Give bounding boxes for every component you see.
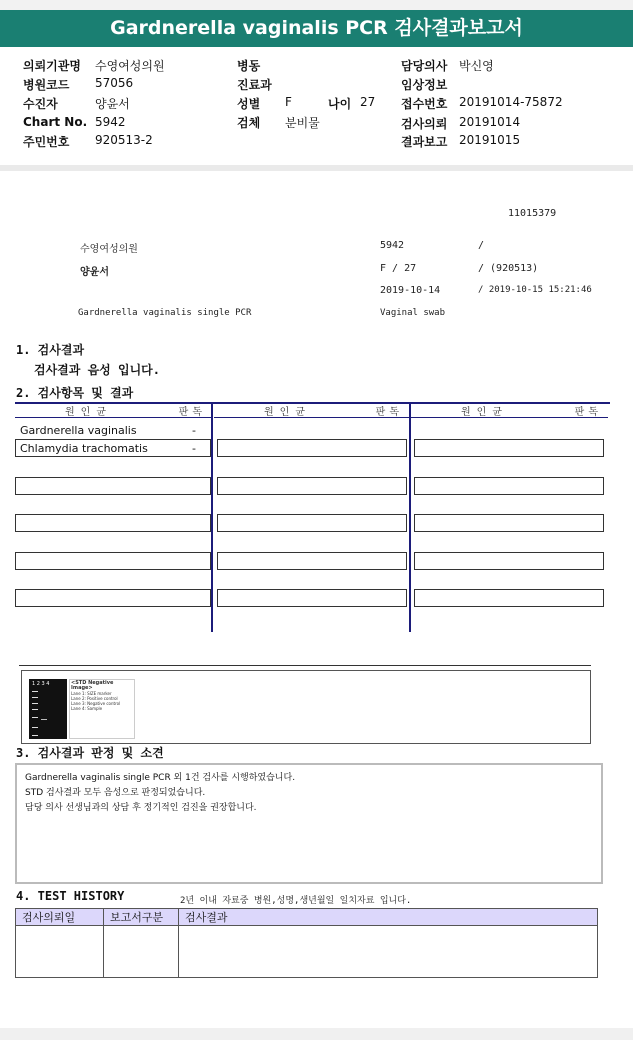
section-opinion-title: 3. 검사결과 판정 및 소견 (16, 746, 164, 760)
grid-divider-2 (409, 403, 411, 632)
grid-header-col2: 원인균 판독 (214, 403, 409, 418)
result-summary: 검사결과 음성 입니다. (34, 363, 161, 377)
header-patient: 수진자 양윤서 (23, 97, 130, 111)
history-col-result: 검사결과 (179, 909, 598, 926)
result-cell (414, 589, 604, 607)
row-result-2: - (192, 442, 196, 455)
header-doctor: 담당의사 박신영 (401, 59, 494, 73)
history-table (15, 908, 598, 978)
opinion-line-3: 담당 의사 선생님과의 상담 후 정기적인 검진을 권장합니다. (25, 803, 257, 813)
info-name: 양윤서 (80, 267, 109, 278)
section-items-title: 2. 검사항목 및 결과 (16, 386, 134, 400)
opinion-line-2: STD 검사결과 모두 음성으로 판정되었습니다. (25, 788, 206, 798)
gel-lane-numbers: 1 2 3 4 (32, 681, 50, 687)
result-cell (217, 514, 407, 532)
header-report-date: 결과보고 20191015 (401, 133, 521, 149)
header-age: 나이 27 (328, 95, 376, 111)
header-chart-no: Chart No. 5942 (23, 115, 126, 129)
info-test-name: Gardnerella vaginalis single PCR (78, 308, 252, 318)
row-organism-1: Gardnerella vaginalis (20, 424, 137, 437)
history-cell (104, 926, 179, 978)
header-receipt-no: 접수번호 20191014-75872 (401, 95, 563, 111)
section-result-title: 1. 검사결과 (16, 343, 85, 357)
result-cell (15, 514, 211, 532)
result-cell (217, 477, 407, 495)
history-col-request-date: 검사의뢰일 (16, 909, 104, 926)
result-cell (15, 552, 211, 570)
gel-legend-panel: <STD Negative Image> Lane 1: SIZE marker Lane 2: Positive control Lane 3: Negative control Lane 4: Sample (69, 679, 135, 739)
header-specimen: 검체 분비물 (237, 116, 320, 130)
row-organism-2: Chlamydia trachomatis (20, 442, 148, 455)
header-resident-no: 주민번호 920513-2 (23, 133, 153, 149)
header-request-date: 검사의뢰 20191014 (401, 115, 521, 131)
history-note: 2년 이내 자료중 병원,성명,생년월일 일치자료 입니다. (180, 896, 412, 906)
result-cell (414, 514, 604, 532)
gel-rule (19, 665, 591, 666)
gel-image-box (21, 670, 591, 744)
info-slash: / (478, 240, 485, 251)
result-cell (414, 552, 604, 570)
row-result-1: - (192, 424, 196, 437)
info-specimen: Vaginal swab (380, 308, 446, 318)
header-separator (0, 165, 633, 171)
opinion-box (15, 763, 603, 884)
opinion-line-1: Gardnerella vaginalis single PCR 외 1건 검사를 시행하였습니다. (25, 773, 296, 783)
result-cell (414, 439, 604, 457)
info-chart: 5942 (380, 240, 405, 251)
report-id: 11015379 (508, 208, 557, 219)
header-clinical-info: 임상정보 (401, 78, 448, 92)
header-clinic: 의뢰기관명 수영여성의원 (23, 59, 165, 73)
info-date-reported: / 2019-10-15 15:21:46 (478, 285, 592, 295)
gel-electrophoresis-image (29, 679, 67, 739)
grid-divider-1 (211, 403, 213, 632)
result-cell (414, 477, 604, 495)
top-strip (0, 0, 633, 10)
info-sex-age: F / 27 (380, 263, 417, 274)
bottom-strip (0, 1028, 633, 1040)
header-department: 진료과 (237, 78, 272, 92)
grid-header-col3: 원인균 판독 (411, 403, 608, 418)
info-date-requested: 2019-10-14 (380, 285, 441, 296)
section-history-title: 4. TEST HISTORY (16, 889, 125, 903)
header-ward: 병동 (237, 59, 261, 73)
grid-header-col1: 원인균 판독 (15, 403, 212, 418)
info-clinic: 수영여성의원 (80, 244, 138, 255)
history-col-report-type: 보고서구분 (104, 909, 179, 926)
result-cell (217, 552, 407, 570)
result-cell (217, 439, 407, 457)
result-cell (217, 589, 407, 607)
history-cell (179, 926, 598, 978)
history-cell (16, 926, 104, 978)
info-birth: / (920513) (478, 263, 539, 274)
header-hospital-code: 병원코드 57056 (23, 76, 134, 92)
result-cell (15, 477, 211, 495)
patient-header (0, 47, 633, 165)
header-sex: 성별 F (237, 95, 292, 111)
result-cell (15, 589, 211, 607)
report-title: Gardnerella vaginalis PCR 검사결과보고서 (0, 10, 633, 47)
